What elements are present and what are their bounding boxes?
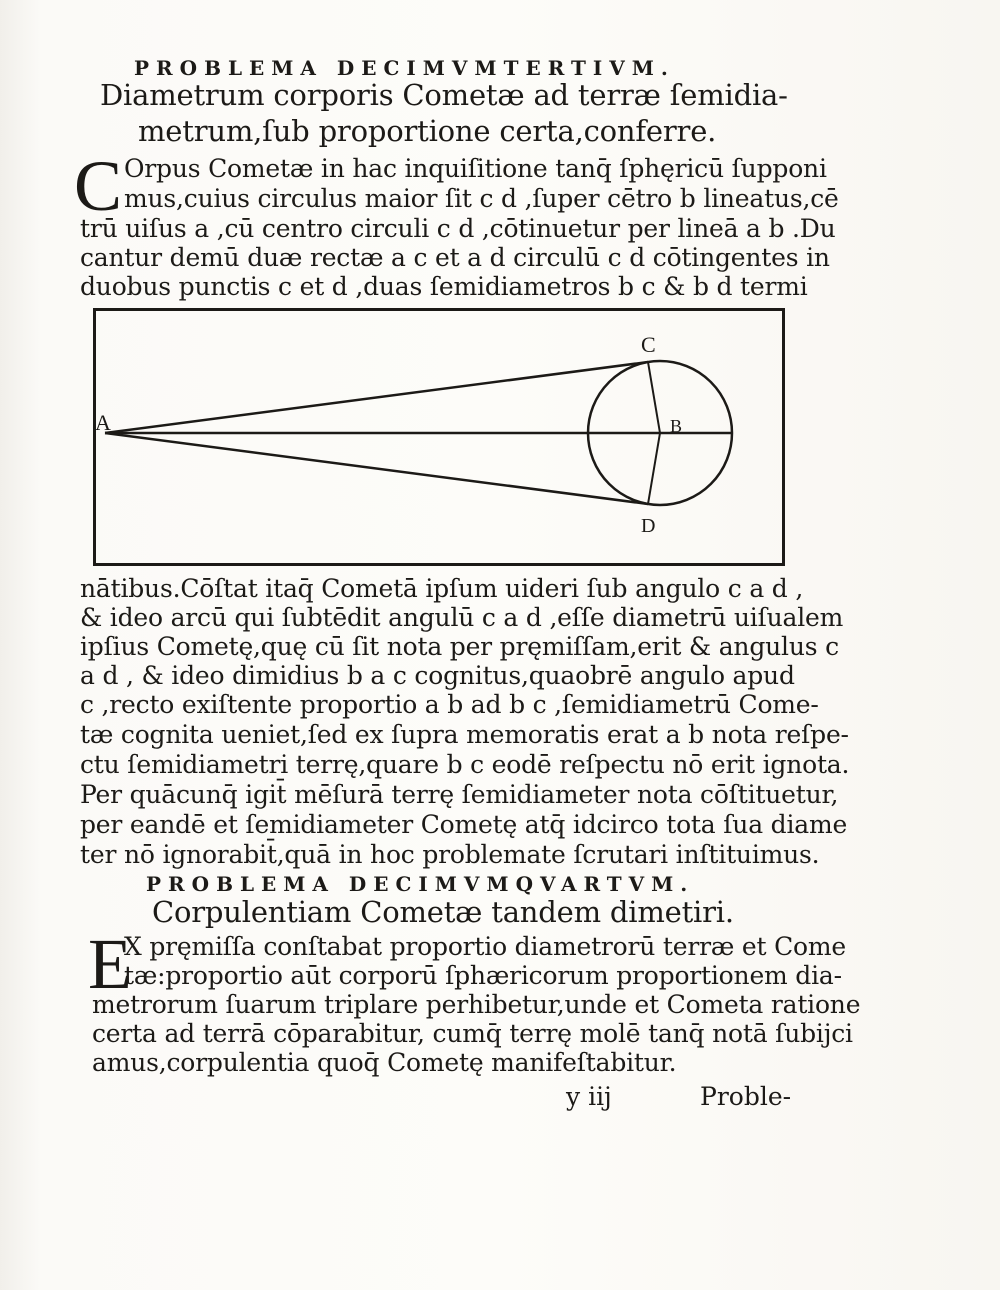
radius-bd [648, 433, 660, 504]
body-line: nātibus.Cōſtat itaq̄ Cometā ipſum uideri ſub angulo c a d , [80, 574, 804, 603]
problem-heading-2: PROBLEMA DECIMVMQVARTVM. [146, 872, 695, 896]
catchword: Proble- [700, 1082, 792, 1111]
body-line: tæ cognita ueniet,ſed ex ſupra memoratis erat a b nota reſpe- [80, 720, 849, 749]
radius-bc [648, 362, 660, 433]
body-line: mus,cuius circulus maior ſit c d ,ſuper cētro b lineatus,cē [124, 184, 839, 213]
body-line: ipſius Cometę,quę cū ſit nota per pręmiſſam,erit & angulus c [80, 632, 839, 661]
body-line: ctu ſemidiametri terrę,quare b c eodē reſpectu nō erit ignota. [80, 750, 850, 779]
section-title: Corpulentiam Cometæ tandem dimetiri. [152, 895, 734, 929]
body-line: certa ad terrā cōparabitur, cumq̄ terrę molē tanq̄ notā ſubijci [92, 1019, 853, 1048]
body-line: duobus punctis c et d ,duas ſemidiametros b c & b d termi [80, 272, 808, 301]
body-line: per eandē et ſemidiameter Cometę atq̄ idcirco tota ſua diame [80, 810, 848, 839]
label-b: B [670, 416, 683, 436]
label-c: C [641, 332, 656, 357]
label-d: D [641, 515, 656, 537]
signature-mark: y iij [566, 1082, 612, 1111]
comet-diameter-figure [93, 308, 785, 566]
body-line: Per quācunq̄ igit̄ mēſurā terrę ſemidiameter nota cōſtituetur, [80, 780, 839, 809]
body-line: Orpus Cometæ in hac inquiſitione tanq̄ ſphęricū ſupponi [124, 154, 827, 183]
body-line: trū uiſus a ,cū centro circuli c d ,cōtinuetur per lineā a b .Du [80, 214, 836, 243]
body-line: cantur demū duæ rectæ a c et a d circulū c d cōtingentes in [80, 243, 830, 272]
body-line: amus,corpulentia quoq̄ Cometę manifeſtabitur. [92, 1048, 677, 1077]
section-title-line-1: Diametrum corporis Cometæ ad terræ ſemidia- [100, 78, 788, 112]
body-line: c ,recto exiſtente proportio a b ad b c ,ſemidiametrū Come- [80, 690, 819, 719]
body-line: metrorum ſuarum triplare perhibetur,unde et Cometa ratione [92, 990, 861, 1019]
drop-cap-e: E [88, 924, 132, 1004]
figure-svg [93, 308, 785, 566]
line-ad [105, 433, 648, 504]
section-title-line-2: metrum,ſub proportione certa,conferre. [138, 114, 717, 148]
problem-heading: PROBLEMA DECIMVMTERTIVM. [134, 56, 675, 80]
body-line: X pręmiſſa conſtabat proportio diametrorū terræ et Come [124, 932, 846, 961]
body-line: & ideo arcū qui ſubtēdit angulū c a d ,eſſe diametrū uiſualem [80, 603, 844, 632]
body-line: a d , & ideo dimidius b a c cognitus,quaobrē angulo apud [80, 661, 795, 690]
label-a: A [95, 410, 111, 435]
drop-cap-c: C [74, 146, 123, 226]
body-line: tæ:proportio aūt corporū ſphæricorum proportionem dia- [124, 961, 842, 990]
figure-frame [95, 310, 784, 565]
line-ac [105, 362, 648, 433]
body-line: ter nō ignorabit̄,quā in hoc problemate ſcrutari inſtituimus. [80, 840, 820, 869]
